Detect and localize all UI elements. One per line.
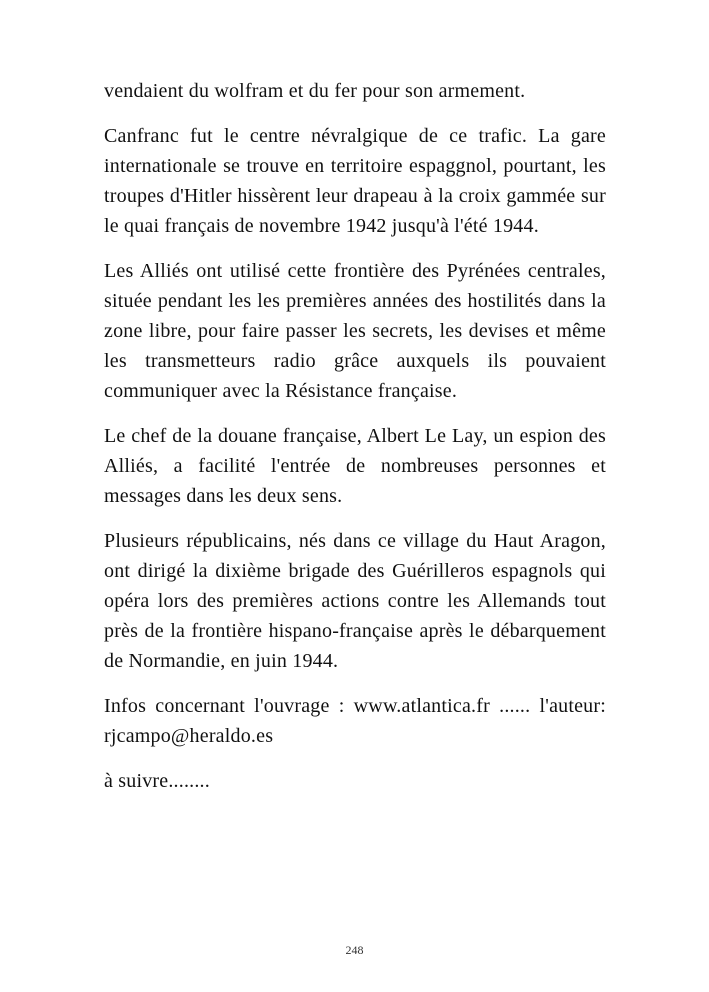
page-number: 248: [345, 943, 364, 957]
paragraph: Les Alliés ont utilisé cette frontière des Pyrénées centrales, située pendant les les premières années des hostilités dans la zone libre, pour faire passer les secrets, les devises et même les transmetteurs radio grâce auxquels ils pouvaient communiquer avec la Résistance française.: [104, 260, 606, 402]
paragraph: Canfranc fut le centre névralgique de ce trafic. La gare internationale se trouve en territoire espaggnol, pourtant, les troupes d'Hitler hissèrent leur drapeau à la croix gammée sur le quai français de novembre 1942 jusqu'à l'été 1944.: [104, 125, 606, 237]
paragraph: Infos concernant l'ouvrage : www.atlantica.fr ...... l'auteur: rjcampo@heraldo.es: [104, 695, 606, 747]
page-content: [104, 76, 606, 811]
paragraph: Plusieurs républicains, nés dans ce village du Haut Aragon, ont dirigé la dixième brigade des Guérilleros espagnols qui opéra lors des premières actions contre les Allemands tout près de la frontière hispano-française après le débarquement de Normandie, en juin 1944.: [104, 530, 606, 672]
paragraph: à suivre........: [104, 770, 210, 792]
paragraph: vendaient du wolfram et du fer pour son armement.: [104, 80, 526, 102]
paragraph: Le chef de la douane française, Albert Le Lay, un espion des Alliés, a facilité l'entrée de nombreuses personnes et messages dans les deux sens.: [104, 425, 606, 507]
